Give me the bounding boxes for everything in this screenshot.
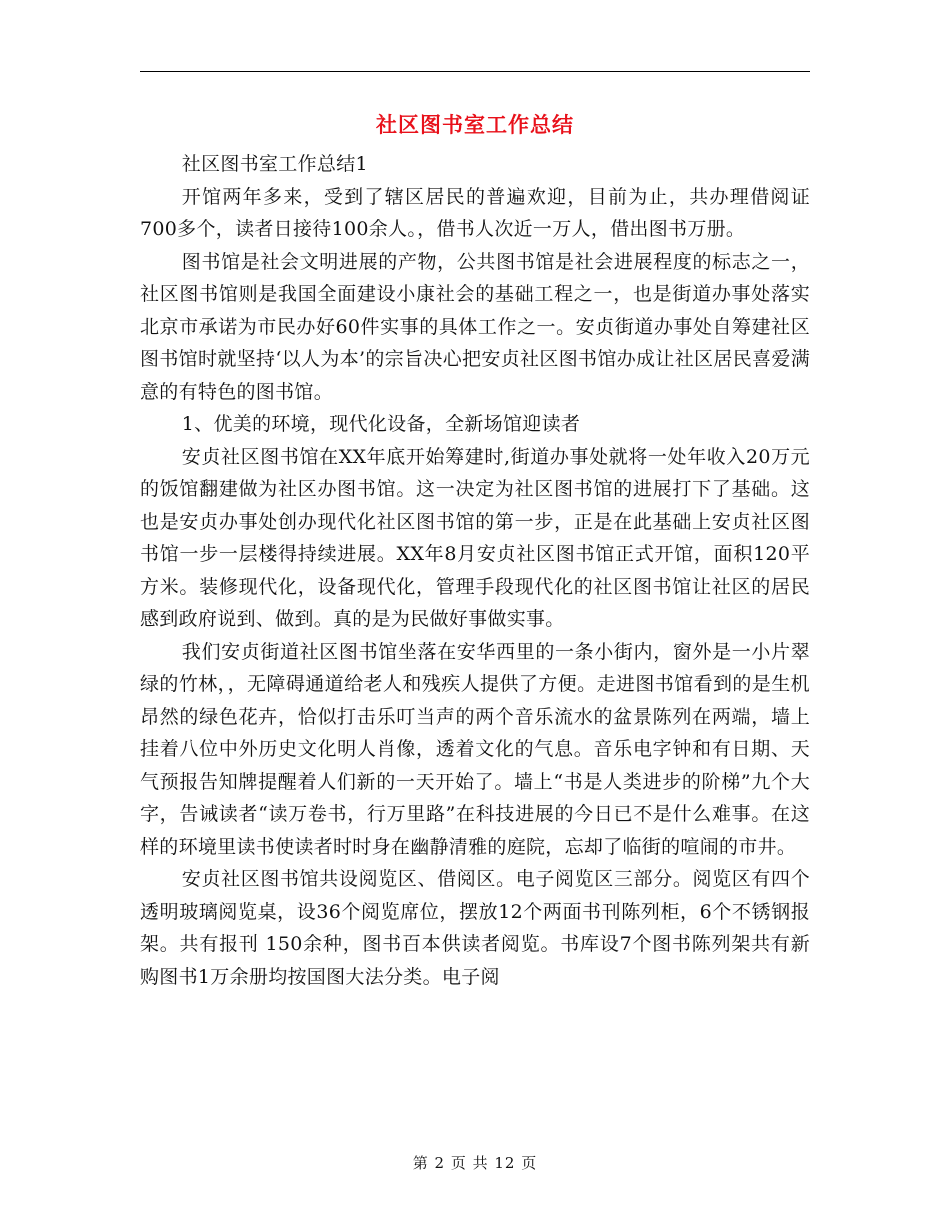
document-title: 社区图书室工作总结 [376, 112, 574, 137]
document-body [140, 148, 810, 993]
paragraph: 我们安贞街道社区图书馆坐落在安华西里的一条小街内，窗外是一小片翠绿的竹林，，无障碍通道给老人和残疾人提供了方便。走进图书馆看到的是生机昂然的绿色花卉，恰似打击乐叮当声的两个音乐流水的盆景陈列在两端，墙上挂着八位中外历史文化明人肖像，透着文化的气息。音乐电字钟和有日期、天气预报告知牌提醒着人们新的一天开始了。墙上“书是人类进步的阶梯”九个大字，告诫读者“读万卷书，行万里路”在科技进展的今日已不是什么难事。在这样的环境里读书使读者时时身在幽静清雅的庭院，忘却了临街的喧闹的市井。 [140, 640, 810, 858]
paragraph: 安贞社区图书馆在XX年底开始筹建时,街道办事处就将一处年收入20万元的饭馆翻建做为社区办图书馆。这一决定为社区图书馆的进展打下了基础。这也是安贞办事处创办现代化社区图书馆的第一步，正是在此基础上安贞社区图书馆一步一层楼得持续进展。XX年8月安贞社区图书馆正式开馆，面积120平方米。装修现代化，设备现代化，管理手段现代化的社区图书馆让社区的居民感到政府说到、做到。真的是为民做好事做实事。 [140, 445, 810, 630]
section-heading: 1、优美的环境，现代化设备，全新场馆迎读者 [181, 413, 581, 435]
header-rule [140, 71, 810, 72]
paragraph: 开馆两年多来，受到了辖区居民的普遍欢迎，目前为止，共办理借阅证700多个，读者日接待100余人。，借书人次近一万人，借出图书万册。 [140, 185, 810, 240]
paragraph: 安贞社区图书馆共设阅览区、借阅区。电子阅览区三部分。阅览区有四个透明玻璃阅览桌，设36个阅览席位，摆放12个两面书刊陈列柜，6个不锈钢报架。共有报刊 150余种，图书百本供读者阅览。书库设7个图书陈列架共有新购图书1万余册均按国图大法分类。电子阅 [140, 868, 810, 988]
page-number: 第 2 页 共 12 页 [412, 1154, 538, 1172]
paragraph-subtitle: 社区图书室工作总结1 [181, 153, 368, 175]
paragraph: 图书馆是社会文明进展的产物，公共图书馆是社会进展程度的标志之一，社区图书馆则是我国全面建设小康社会的基础工程之一，也是街道办事处落实北京市承诺为市民办好60件实事的具体工作之一。安贞街道办事处自筹建社区图书馆时就坚持‘以人为本’的宗旨决心把安贞社区图书馆办成让社区居民喜爱满意的有特色的图书馆。 [140, 250, 810, 403]
